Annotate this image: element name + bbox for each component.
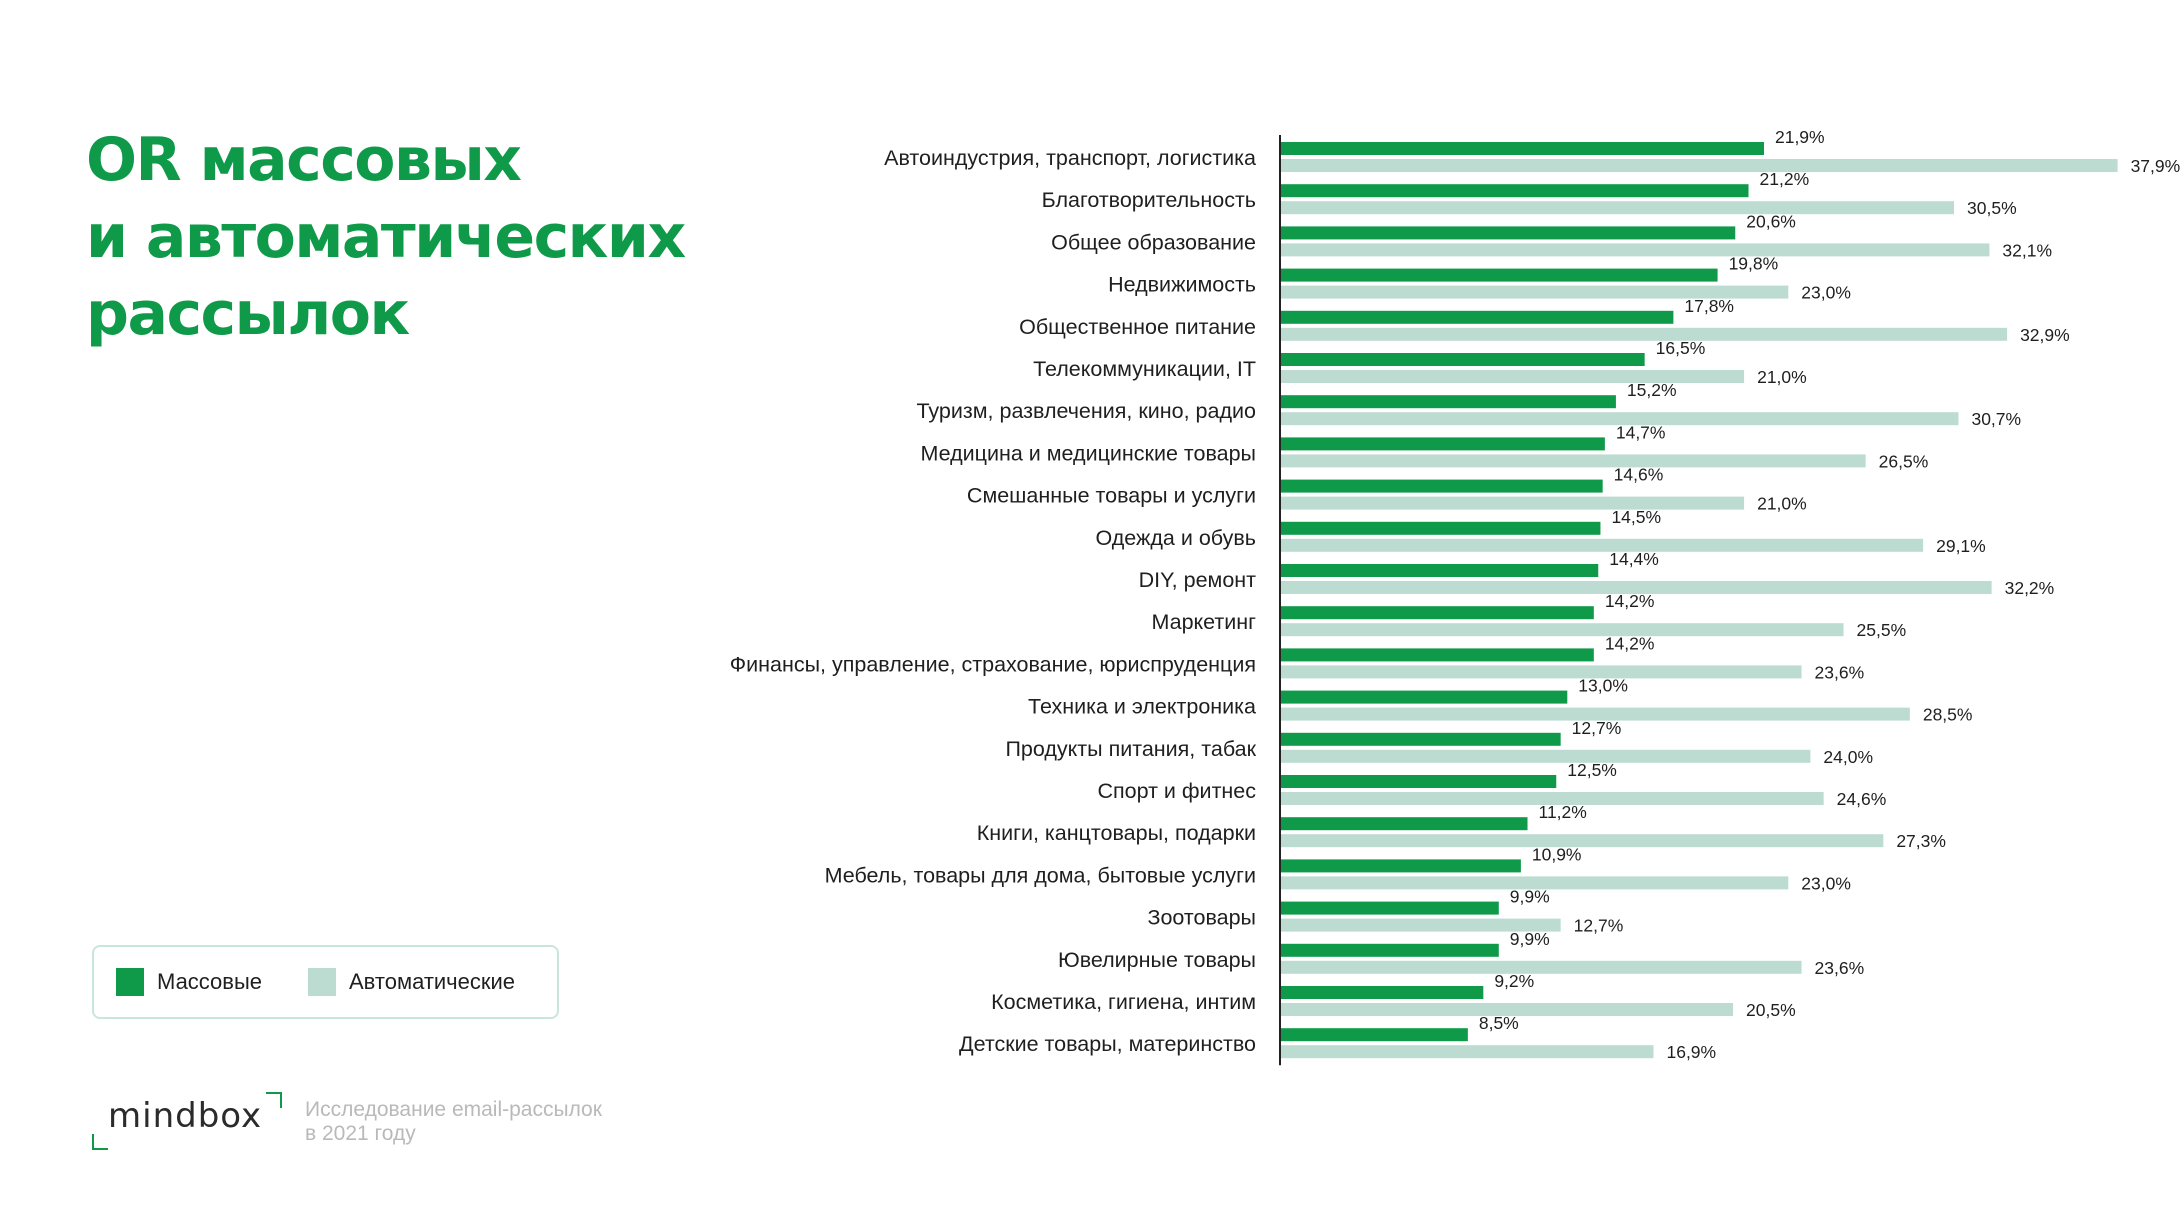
category-label: Спорт и фитнес <box>1097 779 1256 803</box>
bar-mass <box>1280 395 1616 408</box>
value-label-mass: 21,9% <box>1774 127 1825 147</box>
bar-auto <box>1280 1045 1653 1058</box>
bar-mass <box>1280 986 1483 999</box>
value-label-mass: 9,9% <box>1509 886 1550 907</box>
bar-mass <box>1280 733 1561 746</box>
study-footnote <box>305 1098 602 1146</box>
value-label-auto: 24,0% <box>1823 746 1874 767</box>
value-label-auto: 23,0% <box>1801 873 1851 894</box>
bar-mass <box>1280 480 1603 493</box>
bar-mass <box>1280 775 1556 788</box>
bar-mass <box>1280 353 1645 366</box>
value-label-auto: 26,5% <box>1878 451 1929 472</box>
legend-label-mass: Массовые <box>157 969 263 994</box>
category-label: Общее образование <box>1051 230 1256 255</box>
bar-mass <box>1280 226 1735 239</box>
title-line-3: рассылок <box>86 279 409 349</box>
bar-mass <box>1280 311 1673 324</box>
category-label: Недвижимость <box>1108 272 1256 297</box>
bar-mass <box>1280 606 1594 619</box>
legend-item-auto <box>308 947 515 1017</box>
value-label-auto: 32,1% <box>2002 240 2053 261</box>
category-label: Автоиндустрия, транспорт, логистика <box>884 146 1256 170</box>
value-label-mass: 8,5% <box>1478 1013 1519 1034</box>
value-label-mass: 16,5% <box>1655 338 1706 358</box>
category-label: Финансы, управление, страхование, юриспруденция <box>729 652 1256 677</box>
value-label-mass: 14,6% <box>1613 464 1664 485</box>
bar-auto <box>1280 750 1810 763</box>
value-label-auto: 21,0% <box>1757 367 1807 387</box>
bar-auto <box>1280 159 2118 172</box>
category-label: Благотворительность <box>1041 188 1256 213</box>
bar-mass <box>1280 1028 1468 1041</box>
title-line-1: OR массовых <box>86 125 521 195</box>
value-label-mass: 14,5% <box>1611 506 1662 527</box>
value-label-mass: 17,8% <box>1684 295 1735 316</box>
value-label-mass: 13,0% <box>1578 675 1628 696</box>
value-label-mass: 14,4% <box>1609 549 1659 569</box>
bar-auto <box>1280 665 1802 678</box>
logo-corner-bottom-left <box>92 1134 108 1150</box>
bar-mass <box>1280 859 1521 872</box>
category-label: Техника и электроника <box>1028 694 1256 719</box>
title-line-2: и автоматических <box>86 202 685 272</box>
bar-auto <box>1280 243 1989 256</box>
value-label-auto: 27,3% <box>1896 831 1946 852</box>
value-label-auto: 23,0% <box>1801 282 1851 303</box>
bar-mass <box>1280 648 1594 661</box>
category-label: Косметика, гигиена, интим <box>991 990 1256 1014</box>
bar-auto <box>1280 328 2007 341</box>
category-label: Книги, канцтовары, подарки <box>976 821 1256 846</box>
value-label-auto: 16,9% <box>1666 1042 1717 1063</box>
category-label: Медицина и медицинские товары <box>920 441 1256 466</box>
bar-mass <box>1280 437 1605 450</box>
category-label: Детские товары, материнство <box>959 1032 1256 1057</box>
value-label-auto: 12,7% <box>1573 915 1624 936</box>
bar-mass <box>1280 902 1499 915</box>
category-label: Туризм, развлечения, кино, радио <box>916 399 1256 424</box>
bar-mass <box>1280 269 1718 282</box>
bar-mass <box>1280 184 1749 197</box>
mindbox-logo <box>92 1092 282 1150</box>
value-label-auto: 23,6% <box>1814 957 1865 978</box>
value-label-mass: 14,7% <box>1615 422 1666 443</box>
value-label-auto: 25,5% <box>1856 620 1907 641</box>
bar-auto <box>1280 539 1923 552</box>
bar-auto <box>1280 201 1954 214</box>
category-label: Одежда и обувь <box>1095 525 1256 550</box>
bar-mass <box>1280 564 1598 577</box>
bar-auto <box>1280 454 1866 467</box>
bar-mass <box>1280 142 1764 155</box>
value-label-mass: 9,2% <box>1494 971 1535 991</box>
value-label-mass: 10,9% <box>1531 844 1582 865</box>
logo-corner-top-right <box>266 1092 282 1108</box>
value-label-mass: 19,8% <box>1728 253 1779 274</box>
value-label-auto: 20,5% <box>1746 1000 1796 1020</box>
category-label: Продукты питания, табак <box>1005 736 1256 761</box>
bar-auto <box>1280 623 1844 636</box>
category-label: Зоотовары <box>1147 905 1256 930</box>
bar-mass <box>1280 691 1567 704</box>
value-label-auto: 28,5% <box>1922 704 1973 725</box>
value-label-mass: 14,2% <box>1604 633 1655 654</box>
value-label-auto: 32,2% <box>2004 578 2055 598</box>
category-label: Общественное питание <box>1019 314 1256 339</box>
category-label: Телекоммуникации, IT <box>1033 357 1256 381</box>
chart-legend <box>92 945 559 1019</box>
category-label: Смешанные товары и услуги <box>966 483 1256 508</box>
value-label-auto: 30,5% <box>1967 198 2017 219</box>
bar-auto <box>1280 497 1744 510</box>
category-label: Ювелирные товары <box>1057 947 1256 972</box>
value-label-mass: 12,7% <box>1571 717 1622 738</box>
value-label-auto: 30,7% <box>1971 409 2022 430</box>
value-label-auto: 23,6% <box>1814 662 1865 683</box>
bar-mass <box>1280 944 1499 957</box>
bar-auto <box>1280 961 1802 974</box>
value-label-mass: 9,9% <box>1509 928 1550 949</box>
footnote-line-2: в 2021 году <box>305 1122 416 1145</box>
footnote-line-1: Исследование email-рассылок <box>305 1098 602 1121</box>
value-label-mass: 14,2% <box>1604 591 1655 612</box>
value-label-auto: 37,9% <box>2130 156 2180 176</box>
bar-mass <box>1280 522 1600 535</box>
category-label: Мебель, товары для дома, бытовые услуги <box>824 863 1256 888</box>
value-label-mass: 15,2% <box>1626 380 1677 401</box>
legend-swatch-auto <box>308 968 336 996</box>
value-label-auto: 29,1% <box>1936 535 1986 556</box>
legend-swatch-mass <box>116 968 144 996</box>
legend-item-mass <box>116 947 262 1017</box>
value-label-mass: 11,2% <box>1538 802 1587 823</box>
category-label: DIY, ремонт <box>1138 568 1256 592</box>
value-label-mass: 20,6% <box>1746 211 1796 232</box>
value-label-mass: 21,2% <box>1759 169 1810 190</box>
category-label: Маркетинг <box>1151 610 1256 635</box>
value-label-auto: 32,9% <box>2020 324 2070 345</box>
bar-mass <box>1280 817 1528 830</box>
value-label-mass: 12,5% <box>1567 760 1617 780</box>
value-label-auto: 21,0% <box>1757 493 1807 514</box>
bar-auto <box>1280 834 1883 847</box>
value-label-auto: 24,6% <box>1836 789 1887 809</box>
logo-text: mindbox <box>108 1096 263 1136</box>
legend-label-auto: Автоматические <box>349 969 516 994</box>
